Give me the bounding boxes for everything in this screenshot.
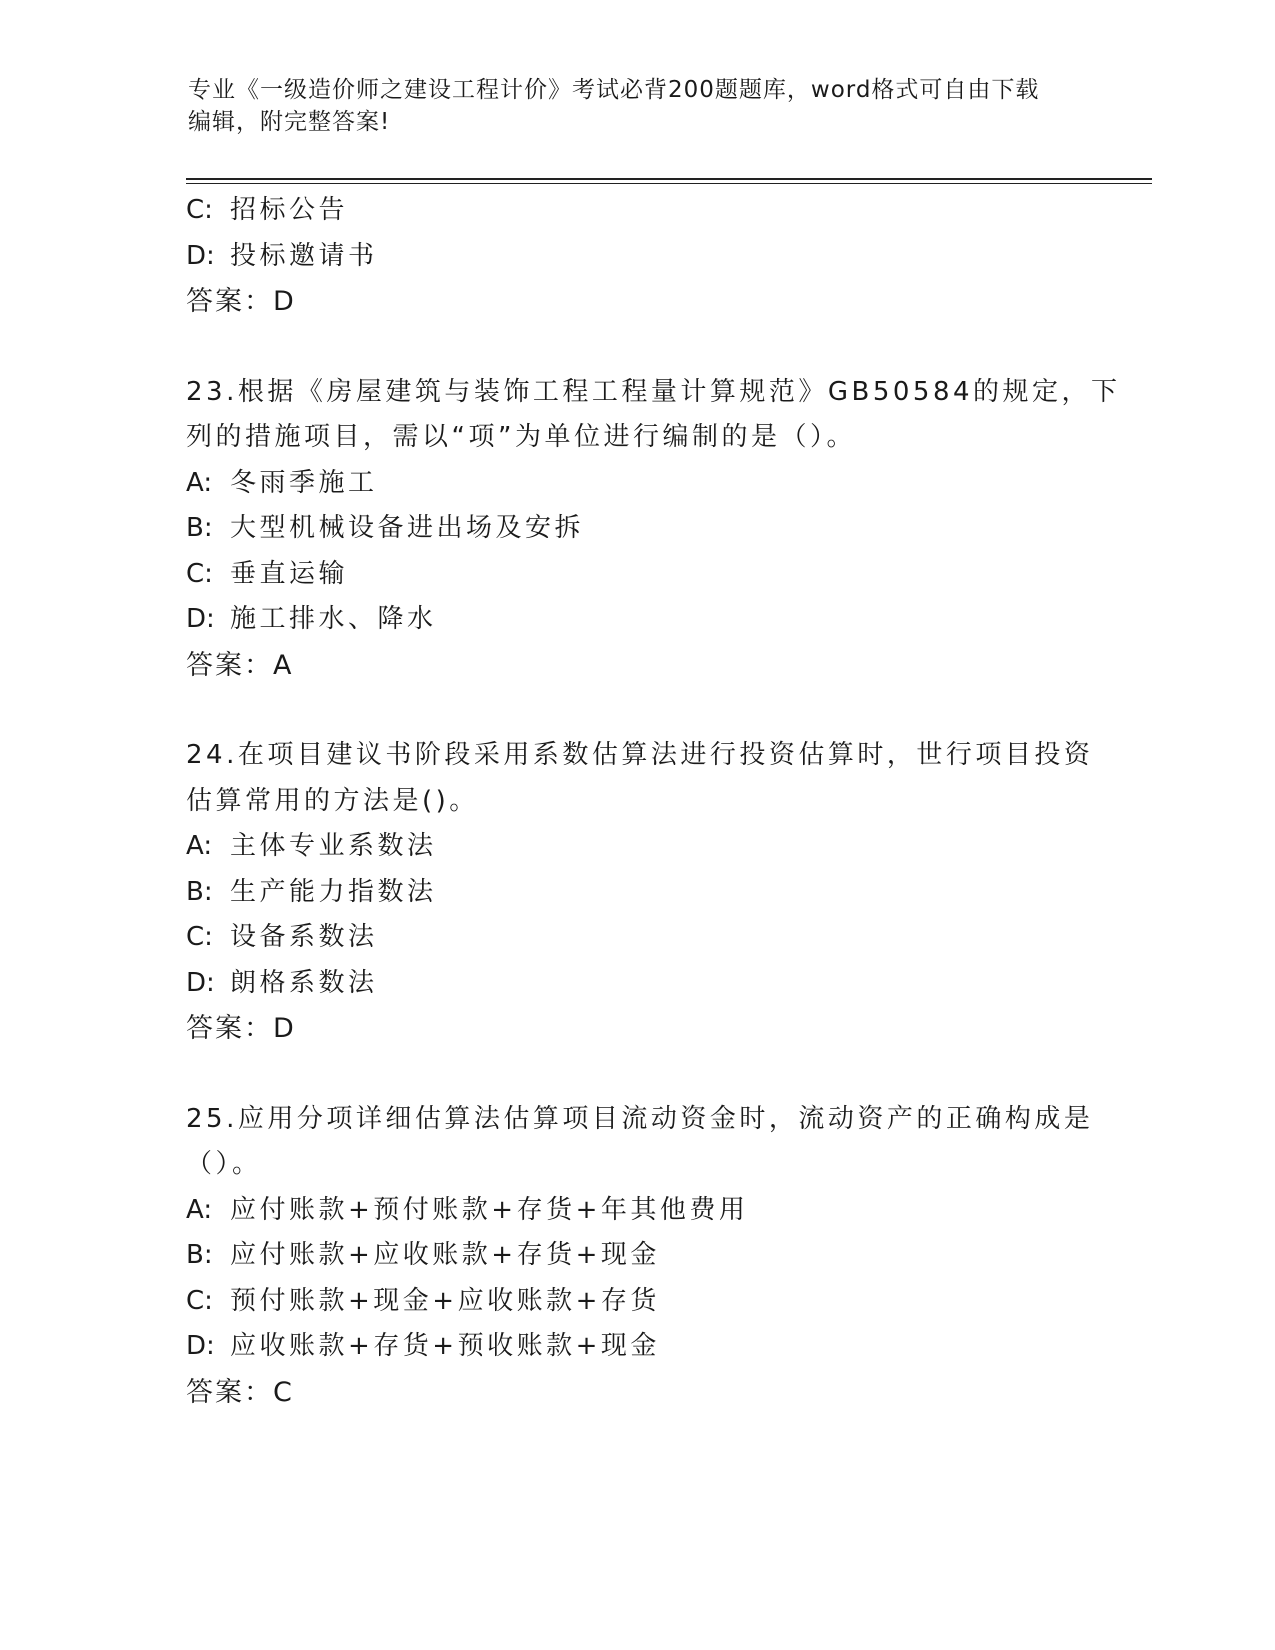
option-text: 施工排水、降水 bbox=[230, 604, 437, 634]
option-a bbox=[186, 461, 1086, 507]
option-label: B: bbox=[186, 876, 213, 907]
question-24 bbox=[186, 733, 1094, 1052]
option-text: 大型机械设备进出场及安拆 bbox=[230, 513, 585, 543]
option-label: C: bbox=[186, 922, 213, 952]
option-text: 设备系数法 bbox=[230, 922, 378, 952]
answer-line: 答案：D bbox=[186, 1013, 296, 1044]
option-d bbox=[186, 1324, 1086, 1370]
option-c bbox=[186, 552, 1086, 598]
option-text: 生产能力指数法 bbox=[230, 876, 437, 907]
option-b bbox=[186, 506, 1086, 552]
question-text-line-1: 24.在项目建议书阶段采用系数估算法进行投资估算时，世行项目投资 bbox=[186, 740, 1094, 770]
document-body bbox=[186, 188, 1121, 1415]
option-text: 预付账款+现金+应收账款+存货 bbox=[230, 1285, 660, 1316]
question-text-line-1: 25.应用分项详细估算法估算项目流动资金时，流动资产的正确构成是 bbox=[186, 1103, 1094, 1134]
option-label: A: bbox=[186, 831, 213, 861]
header-line-2: 编辑，附完整答案! bbox=[188, 109, 391, 135]
spacer bbox=[186, 325, 1086, 370]
document-header bbox=[188, 74, 1068, 138]
spacer bbox=[186, 1052, 1086, 1097]
answer-line: 答案：C bbox=[186, 1376, 294, 1408]
option-label: D: bbox=[186, 1331, 215, 1361]
option-d bbox=[186, 597, 1086, 643]
option-label: A: bbox=[186, 467, 213, 498]
partial-question bbox=[186, 188, 1086, 325]
option-text: 应收账款+存货+预收账款+现金 bbox=[230, 1331, 660, 1361]
option-label: B: bbox=[186, 1240, 213, 1270]
option-label: B: bbox=[186, 513, 213, 543]
option-text: 朗格系数法 bbox=[230, 967, 378, 998]
question-text-line-1: 23.根据《房屋建筑与装饰工程工程量计算规范》GB50584的规定，下 bbox=[186, 376, 1121, 407]
option-a bbox=[186, 1188, 1086, 1234]
option-label: C: bbox=[186, 195, 213, 225]
option-text: 冬雨季施工 bbox=[230, 467, 378, 498]
option-text: 招标公告 bbox=[230, 195, 349, 225]
question-text-line-2: 估算常用的方法是()。 bbox=[186, 785, 479, 816]
option-c bbox=[186, 1279, 1086, 1325]
header-line-1: 专业《一级造价师之建设工程计价》考试必背200题题库，word格式可自由下载 bbox=[188, 77, 1040, 103]
spacer bbox=[186, 688, 1086, 733]
option-c bbox=[186, 915, 1086, 961]
answer-line: 答案：A bbox=[186, 649, 294, 681]
option-label: D: bbox=[186, 604, 215, 634]
option-b bbox=[186, 1233, 1086, 1279]
option-a bbox=[186, 824, 1086, 870]
question-25 bbox=[186, 1097, 1094, 1416]
option-d bbox=[186, 961, 1086, 1007]
question-23 bbox=[186, 370, 1121, 689]
option-d bbox=[186, 234, 1086, 280]
option-label: D: bbox=[186, 240, 215, 271]
option-label: D: bbox=[186, 967, 215, 998]
answer-line: 答案：D bbox=[186, 286, 296, 317]
option-b bbox=[186, 870, 1086, 916]
option-label: A: bbox=[186, 1194, 213, 1225]
option-text: 投标邀请书 bbox=[230, 240, 378, 271]
option-text: 应付账款+预付账款+存货+年其他费用 bbox=[230, 1194, 749, 1225]
option-text: 应付账款+应收账款+存货+现金 bbox=[230, 1240, 660, 1270]
question-text-line-2: （）。 bbox=[186, 1149, 262, 1179]
option-text: 主体专业系数法 bbox=[230, 831, 437, 861]
header-divider-thin bbox=[186, 183, 1152, 184]
header-divider bbox=[186, 178, 1152, 180]
option-label: C: bbox=[186, 1285, 213, 1316]
option-label: C: bbox=[186, 558, 213, 589]
question-text-line-2: 列的措施项目，需以“项”为单位进行编制的是（）。 bbox=[186, 422, 856, 452]
option-c bbox=[186, 188, 1086, 234]
option-text: 垂直运输 bbox=[230, 558, 349, 589]
